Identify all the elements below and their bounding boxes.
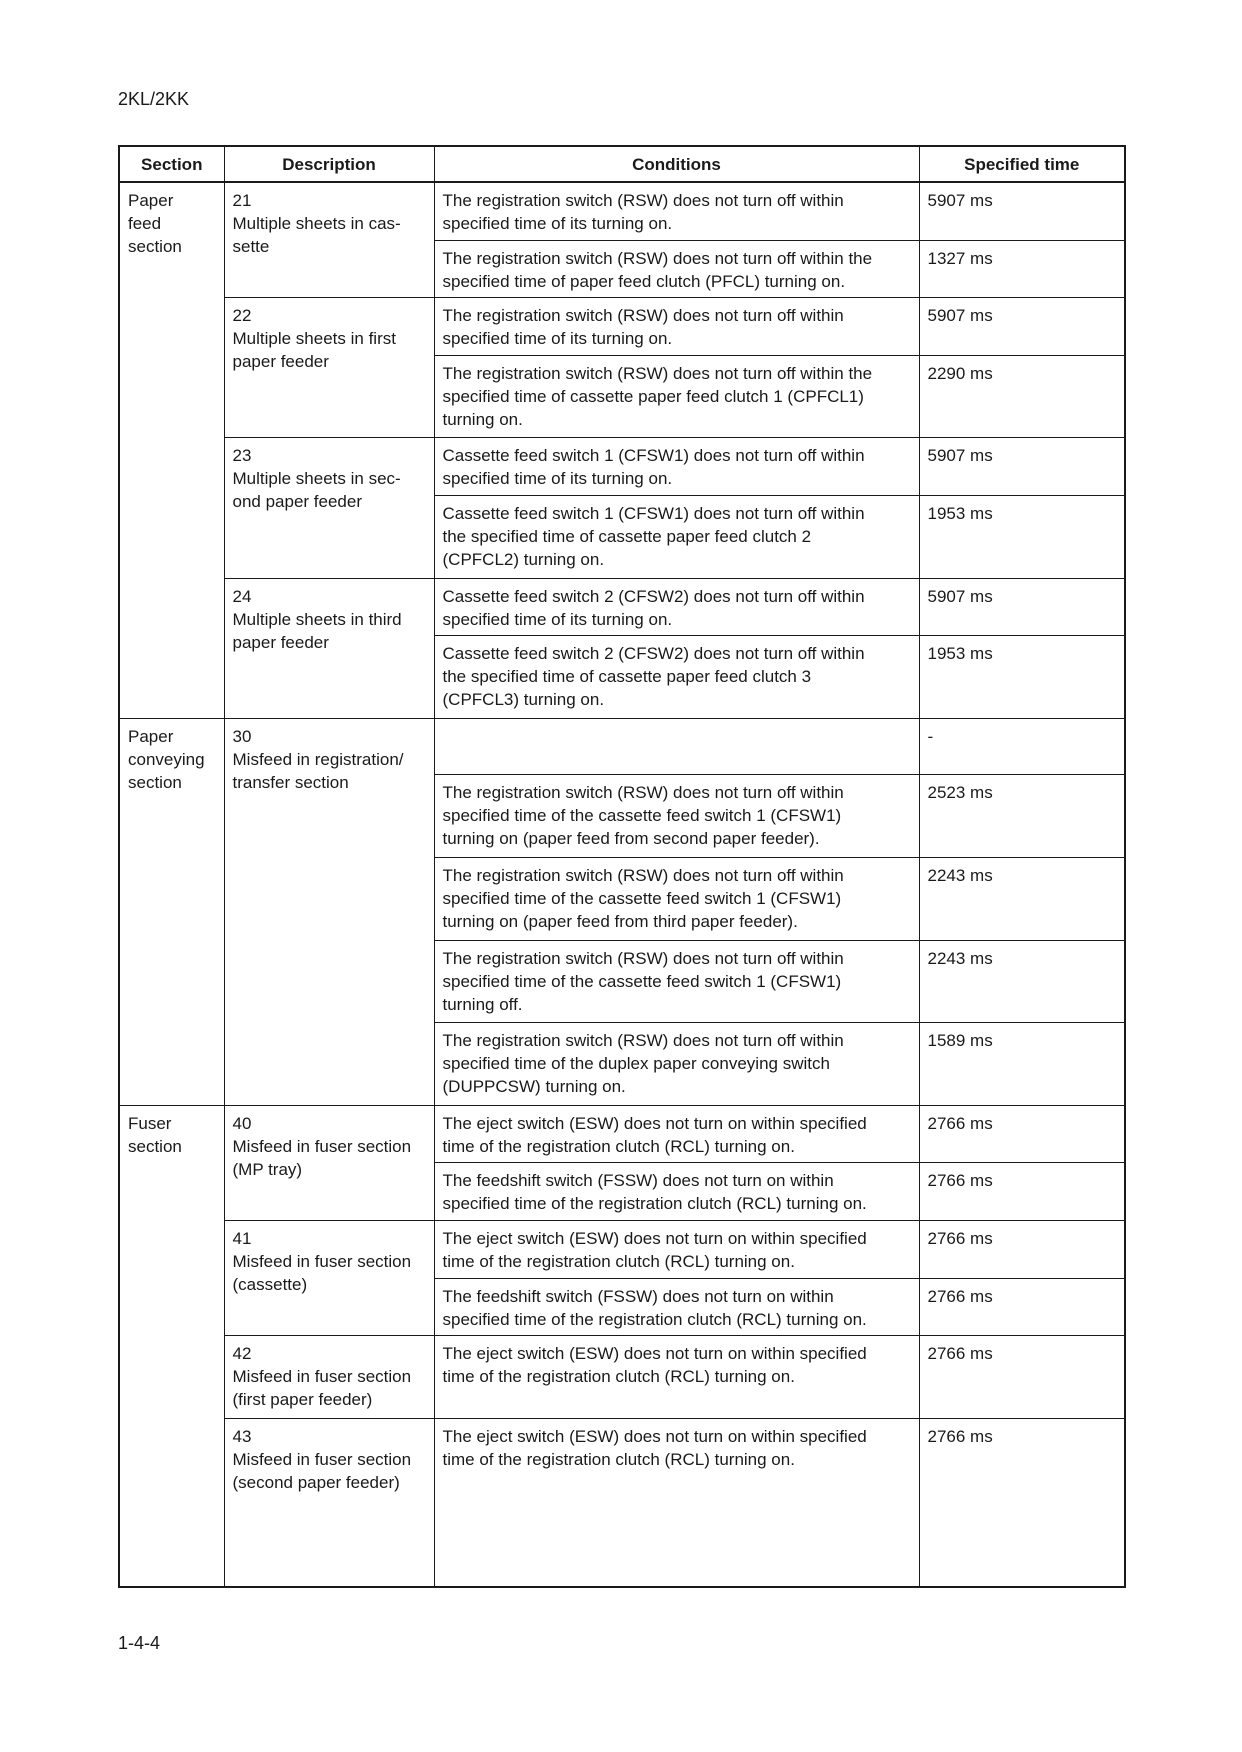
error-code: 22 bbox=[232, 306, 252, 326]
specified-time-cell: 1953 ms bbox=[919, 496, 1125, 579]
description-cell bbox=[224, 578, 434, 718]
condition-cell bbox=[434, 718, 919, 775]
specified-time-cell: 5907 ms bbox=[919, 182, 1125, 240]
table-row bbox=[119, 182, 1125, 240]
description-cell bbox=[224, 1221, 434, 1336]
header-conditions: Conditions bbox=[434, 146, 919, 182]
specified-time-cell: 5907 ms bbox=[919, 438, 1125, 496]
condition-cell: The feedshift switch (FSSW) does not turn on within specified time of the registration clutch (RCL) turning on. bbox=[434, 1278, 919, 1336]
header-section: Section bbox=[119, 146, 224, 182]
error-code: 23 bbox=[232, 446, 252, 466]
error-description: Multiple sheets in cas- sette bbox=[232, 214, 401, 256]
condition-cell: The feedshift switch (FSSW) does not turn on within specified time of the registration clutch (RCL) turning on. bbox=[434, 1163, 919, 1221]
table-row bbox=[119, 1105, 1125, 1163]
condition-cell: The registration switch (RSW) does not turn off within specified time of the cassette feed switch 1 (CFSW1) turning on (paper feed from second paper feeder). bbox=[434, 775, 919, 858]
condition-cell: The registration switch (RSW) does not turn off within specified time of the duplex paper conveying switch (DUPPCSW) turning on. bbox=[434, 1023, 919, 1106]
description-cell bbox=[224, 298, 434, 438]
description-cell bbox=[224, 1336, 434, 1419]
specified-time-cell: 1589 ms bbox=[919, 1023, 1125, 1106]
condition-cell: The registration switch (RSW) does not turn off within specified time of its turning on. bbox=[434, 182, 919, 240]
error-description: Misfeed in fuser section (cassette) bbox=[232, 1252, 412, 1295]
page-number: 1-4-4 bbox=[118, 1633, 161, 1653]
error-description: Misfeed in fuser section (first paper feeder) bbox=[232, 1367, 412, 1410]
description-cell bbox=[224, 438, 434, 578]
table-row bbox=[119, 1418, 1125, 1587]
error-code: 43 bbox=[232, 1426, 252, 1446]
condition-cell: Cassette feed switch 2 (CFSW2) does not turn off within specified time of its turning on. bbox=[434, 578, 919, 636]
table-row bbox=[119, 1221, 1125, 1279]
condition-cell: The registration switch (RSW) does not turn off within specified time of the cassette feed switch 1 (CFSW1) turning on (paper feed from third paper feeder). bbox=[434, 858, 919, 941]
specified-time-cell: 1327 ms bbox=[919, 240, 1125, 298]
condition-cell: Cassette feed switch 2 (CFSW2) does not turn off within the specified time of cassette paper feed clutch 3 (CPFCL3) turning on. bbox=[434, 636, 919, 719]
header-description: Description bbox=[224, 146, 434, 182]
specified-time-cell: 2766 ms bbox=[919, 1221, 1125, 1279]
error-code: 21 bbox=[232, 191, 252, 210]
condition-cell: The eject switch (ESW) does not turn on within specified time of the registration clutch (RCL) turning on. bbox=[434, 1336, 919, 1419]
table-row bbox=[119, 438, 1125, 496]
specified-time-cell: - bbox=[919, 718, 1125, 775]
section-name-cell: Paper conveying section bbox=[119, 718, 224, 1105]
error-code: 42 bbox=[232, 1344, 252, 1364]
error-description: Misfeed in fuser section (second paper feeder) bbox=[232, 1449, 412, 1492]
specified-time-cell: 2290 ms bbox=[919, 355, 1125, 438]
error-description: Misfeed in fuser section (MP tray) bbox=[232, 1136, 412, 1179]
condition-cell: The registration switch (RSW) does not turn off within specified time of its turning on. bbox=[434, 298, 919, 356]
error-code: 24 bbox=[232, 586, 252, 606]
error-code: 41 bbox=[232, 1229, 252, 1249]
condition-cell: The registration switch (RSW) does not turn off within the specified time of paper feed clutch (PFCL) turning on. bbox=[434, 240, 919, 298]
error-code: 30 bbox=[232, 726, 252, 746]
specified-time-cell: 2766 ms bbox=[919, 1163, 1125, 1221]
specified-time-cell: 2766 ms bbox=[919, 1336, 1125, 1419]
condition-cell: The eject switch (ESW) does not turn on within specified time of the registration clutch (RCL) turning on. bbox=[434, 1418, 919, 1587]
condition-cell: Cassette feed switch 1 (CFSW1) does not turn off within specified time of its turning on. bbox=[434, 438, 919, 496]
specified-time-cell: 2766 ms bbox=[919, 1105, 1125, 1163]
table-row bbox=[119, 578, 1125, 636]
error-code: 40 bbox=[232, 1113, 252, 1133]
condition-cell: Cassette feed switch 1 (CFSW1) does not turn off within the specified time of cassette paper feed clutch 2 (CPFCL2) turning on. bbox=[434, 496, 919, 579]
specified-time-cell: 1953 ms bbox=[919, 636, 1125, 719]
table-row bbox=[119, 718, 1125, 775]
description-cell bbox=[224, 1105, 434, 1220]
specified-time-cell: 2243 ms bbox=[919, 940, 1125, 1023]
condition-cell: The eject switch (ESW) does not turn on within specified time of the registration clutch (RCL) turning on. bbox=[434, 1105, 919, 1163]
table-body bbox=[119, 182, 1125, 1587]
table-row bbox=[119, 298, 1125, 356]
specified-time-cell: 2243 ms bbox=[919, 858, 1125, 941]
condition-cell: The registration switch (RSW) does not turn off within specified time of the cassette feed switch 1 (CFSW1) turning off. bbox=[434, 940, 919, 1023]
error-description: Multiple sheets in third paper feeder bbox=[232, 609, 402, 652]
specified-time-cell: 2766 ms bbox=[919, 1278, 1125, 1336]
error-description: Multiple sheets in first paper feeder bbox=[232, 329, 396, 372]
specified-time-cell: 5907 ms bbox=[919, 578, 1125, 636]
condition-cell: The registration switch (RSW) does not turn off within the specified time of cassette paper feed clutch 1 (CPFCL1) turning on. bbox=[434, 355, 919, 438]
error-description: Misfeed in registration/ transfer section bbox=[232, 749, 404, 792]
section-name-cell: Fuser section bbox=[119, 1105, 224, 1587]
document-model-header: 2KL/2KK bbox=[118, 89, 190, 109]
specified-time-cell: 2766 ms bbox=[919, 1418, 1125, 1587]
table-header-row bbox=[119, 146, 1125, 182]
specified-time-cell: 2523 ms bbox=[919, 775, 1125, 858]
error-description: Multiple sheets in sec- ond paper feeder bbox=[232, 469, 401, 512]
condition-cell: The eject switch (ESW) does not turn on within specified time of the registration clutch (RCL) turning on. bbox=[434, 1221, 919, 1279]
description-cell bbox=[224, 1418, 434, 1587]
table-row bbox=[119, 1336, 1125, 1419]
description-cell bbox=[224, 718, 434, 1105]
section-name-cell: Paper feed section bbox=[119, 182, 224, 718]
description-cell bbox=[224, 182, 434, 298]
misfeed-timing-table bbox=[118, 145, 1126, 1588]
specified-time-cell: 5907 ms bbox=[919, 298, 1125, 356]
header-specified-time: Specified time bbox=[919, 146, 1125, 182]
